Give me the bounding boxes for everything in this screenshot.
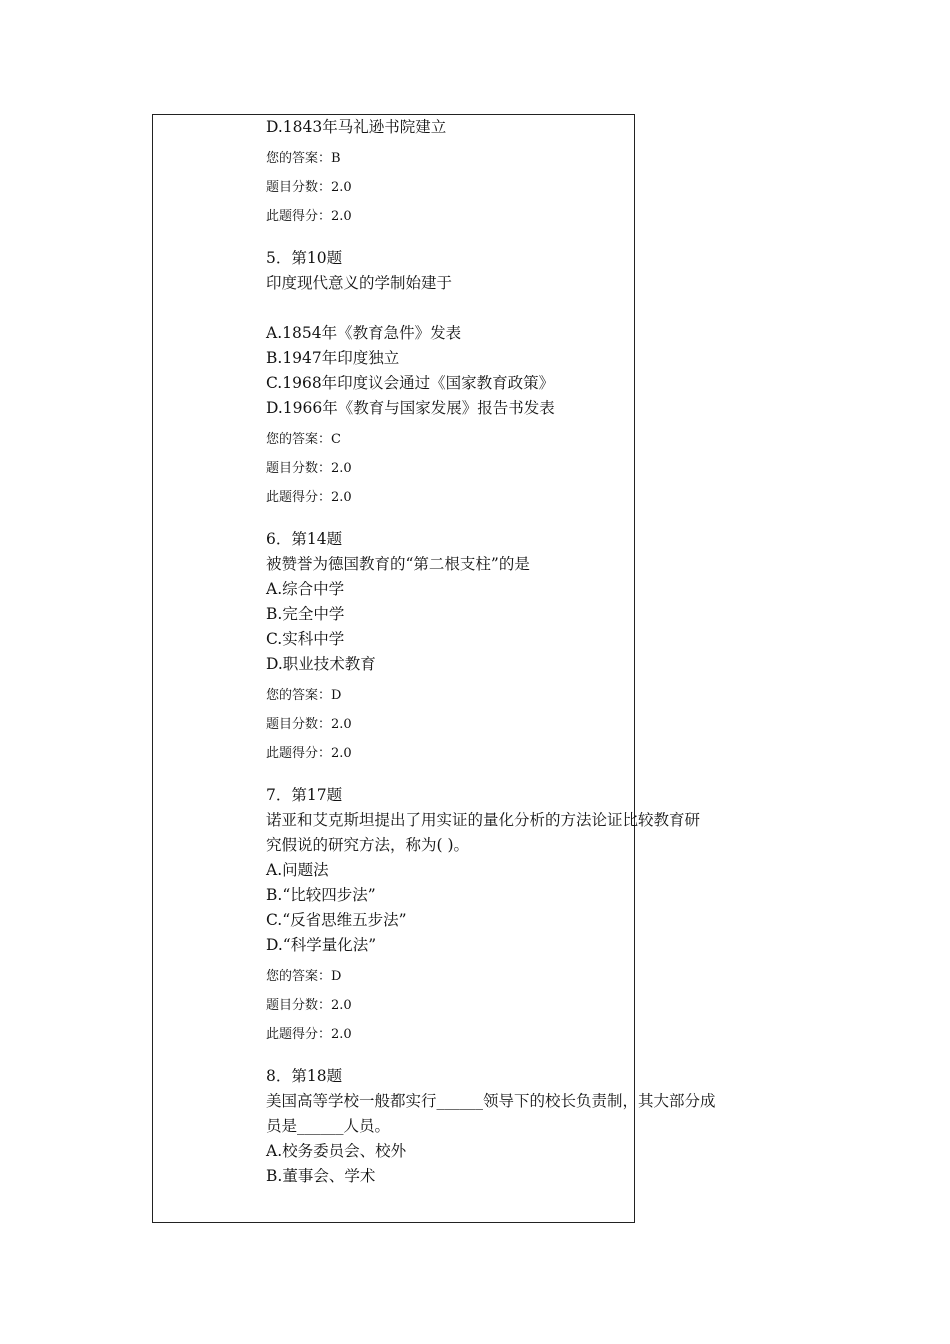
question-score: 题目分数：2.0 bbox=[266, 461, 352, 476]
answer-meta bbox=[266, 962, 766, 1049]
quiz-content bbox=[266, 115, 766, 1189]
option-d: D.1966年《教育与国家发展》报告书发表 bbox=[266, 399, 555, 417]
option-a: A.问题法 bbox=[266, 861, 329, 879]
option-c: C.“反省思维五步法” bbox=[266, 911, 407, 929]
option-b: B.“比较四步法” bbox=[266, 886, 376, 904]
question-header: 6．第14题 bbox=[266, 530, 343, 548]
option-a: A.校务委员会、校外 bbox=[266, 1142, 407, 1160]
option-a: A.1854年《教育急件》发表 bbox=[266, 324, 462, 342]
question-text-line-2: 究假说的研究方法，称为( )。 bbox=[266, 836, 470, 854]
option-d-prev: D.1843年马礼逊书院建立 bbox=[266, 118, 447, 136]
question-text: 被赞誉为德国教育的“第二根支柱”的是 bbox=[266, 555, 530, 573]
question-header: 7．第17题 bbox=[266, 786, 343, 804]
option-c: C.实科中学 bbox=[266, 630, 345, 648]
option-d: D.“科学量化法” bbox=[266, 936, 377, 954]
your-answer: 您的答案：D bbox=[266, 969, 342, 984]
option-c: C.1968年印度议会通过《国家教育政策》 bbox=[266, 374, 555, 392]
option-b: B.1947年印度独立 bbox=[266, 349, 400, 367]
question-text-line-1: 美国高等学校一般都实行______领导下的校长负责制，其大部分成 bbox=[266, 1092, 716, 1110]
question-text: 印度现代意义的学制始建于 bbox=[266, 274, 453, 292]
your-answer: 您的答案：B bbox=[266, 151, 341, 166]
answer-meta-prev bbox=[266, 144, 766, 231]
your-answer: 您的答案：D bbox=[266, 688, 342, 703]
earned-score: 此题得分：2.0 bbox=[266, 1027, 352, 1042]
option-b: B.董事会、学术 bbox=[266, 1167, 376, 1185]
question-score: 题目分数：2.0 bbox=[266, 717, 352, 732]
option-b: B.完全中学 bbox=[266, 605, 345, 623]
your-answer: 您的答案：C bbox=[266, 432, 341, 447]
question-header: 5．第10题 bbox=[266, 249, 343, 267]
spacer bbox=[266, 296, 766, 321]
answer-meta bbox=[266, 425, 766, 512]
earned-score: 此题得分：2.0 bbox=[266, 490, 352, 505]
question-score: 题目分数：2.0 bbox=[266, 180, 352, 195]
option-d: D.职业技术教育 bbox=[266, 655, 376, 673]
question-score: 题目分数：2.0 bbox=[266, 998, 352, 1013]
earned-score: 此题得分：2.0 bbox=[266, 209, 352, 224]
earned-score: 此题得分：2.0 bbox=[266, 746, 352, 761]
question-text-line-1: 诺亚和艾克斯坦提出了用实证的量化分析的方法论证比较教育研 bbox=[266, 811, 701, 829]
option-a: A.综合中学 bbox=[266, 580, 345, 598]
question-header: 8．第18题 bbox=[266, 1067, 343, 1085]
answer-meta bbox=[266, 681, 766, 768]
question-text-line-2: 员是______人员。 bbox=[266, 1117, 391, 1135]
